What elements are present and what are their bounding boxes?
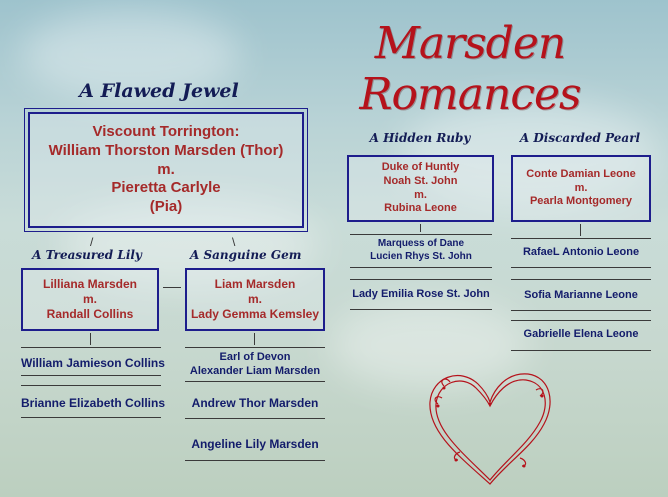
child-title: Alexander Liam Marsden xyxy=(189,365,321,377)
descent-line xyxy=(580,224,581,236)
couple-box-treasured-lily xyxy=(21,268,159,331)
couple-box-flawed-jewel xyxy=(28,112,304,228)
box-line: Rubina Leone xyxy=(384,202,457,215)
couple-box-hidden-ruby xyxy=(347,155,494,222)
rule xyxy=(21,375,161,376)
box-line: Liam Marsden xyxy=(214,277,296,291)
rule xyxy=(21,417,161,418)
child-name: Angeline Lily Marsden xyxy=(191,437,319,451)
rule xyxy=(350,279,492,280)
connector-left: / xyxy=(90,235,94,249)
box-line: William Thorston Marsden (Thor) xyxy=(48,141,284,159)
sibling-link xyxy=(163,287,181,288)
heading-sanguine-gem: A Sanguine Gem xyxy=(190,248,302,262)
rule xyxy=(185,381,325,382)
box-line: Duke of Huntly xyxy=(381,161,460,173)
child-name: Brianne Elizabeth Collins xyxy=(21,396,166,410)
child-name: Gabrielle Elena Leone xyxy=(523,328,639,340)
heading-discarded-pearl: A Discarded Pearl xyxy=(519,131,641,145)
rule xyxy=(511,238,651,239)
rule xyxy=(350,234,492,235)
child-name: Sofia Marianne Leone xyxy=(524,289,638,301)
rule xyxy=(350,267,492,268)
child-name xyxy=(350,237,492,263)
descent-line xyxy=(254,333,255,345)
box-line: Pieretta Carlyle xyxy=(111,179,221,197)
child-name: Lady Emilia Rose St. John xyxy=(352,288,490,300)
rule xyxy=(185,418,325,419)
box-line: Lady Gemma Kemsley xyxy=(190,307,320,321)
box-line: Pearla Montgomery xyxy=(529,195,633,208)
rule xyxy=(511,320,651,321)
rule xyxy=(350,309,492,310)
box-line: m. xyxy=(247,292,262,306)
heading-hidden-ruby: A Hidden Ruby xyxy=(369,131,471,145)
box-line: Randall Collins xyxy=(46,307,134,321)
box-line: m. xyxy=(82,292,97,306)
child-name: Andrew Thor Marsden xyxy=(191,396,319,410)
rule xyxy=(511,279,651,280)
heart-icon xyxy=(420,362,560,492)
child-name: RafaeL Antonio Leone xyxy=(522,246,640,258)
box-line: Viscount Torrington: xyxy=(92,123,240,141)
box-line: (Pia) xyxy=(149,198,183,216)
box-line: Noah St. John xyxy=(383,174,458,187)
rule xyxy=(21,347,161,348)
rule xyxy=(511,310,651,311)
couple-box-sanguine-gem xyxy=(185,268,325,331)
rule xyxy=(21,385,161,386)
heading-treasured-lily: A Treasured Lily xyxy=(32,248,142,262)
rule xyxy=(185,347,325,348)
heading-flawed-jewel: A Flawed Jewel xyxy=(79,80,239,102)
child-title: Earl of Devon xyxy=(219,351,291,363)
descent-line xyxy=(90,333,91,345)
couple-box-discarded-pearl xyxy=(511,155,651,222)
page-title: Marsden Romances xyxy=(359,18,581,120)
box-line: Conte Damian Leone xyxy=(526,167,636,180)
child-title: Marquess of Dane xyxy=(377,238,465,249)
rule xyxy=(185,460,325,461)
child-name: William Jamieson Collins xyxy=(21,356,165,370)
rule xyxy=(511,267,651,268)
child-title: Lucien Rhys St. John xyxy=(370,251,472,262)
descent-line xyxy=(420,224,421,232)
box-line: Lilliana Marsden xyxy=(42,277,138,291)
box-line: m. xyxy=(414,188,427,201)
child-name xyxy=(185,350,325,378)
box-line: m. xyxy=(157,160,175,178)
rule xyxy=(511,350,651,351)
box-line: m. xyxy=(574,181,588,194)
connector-right: \ xyxy=(232,235,236,249)
